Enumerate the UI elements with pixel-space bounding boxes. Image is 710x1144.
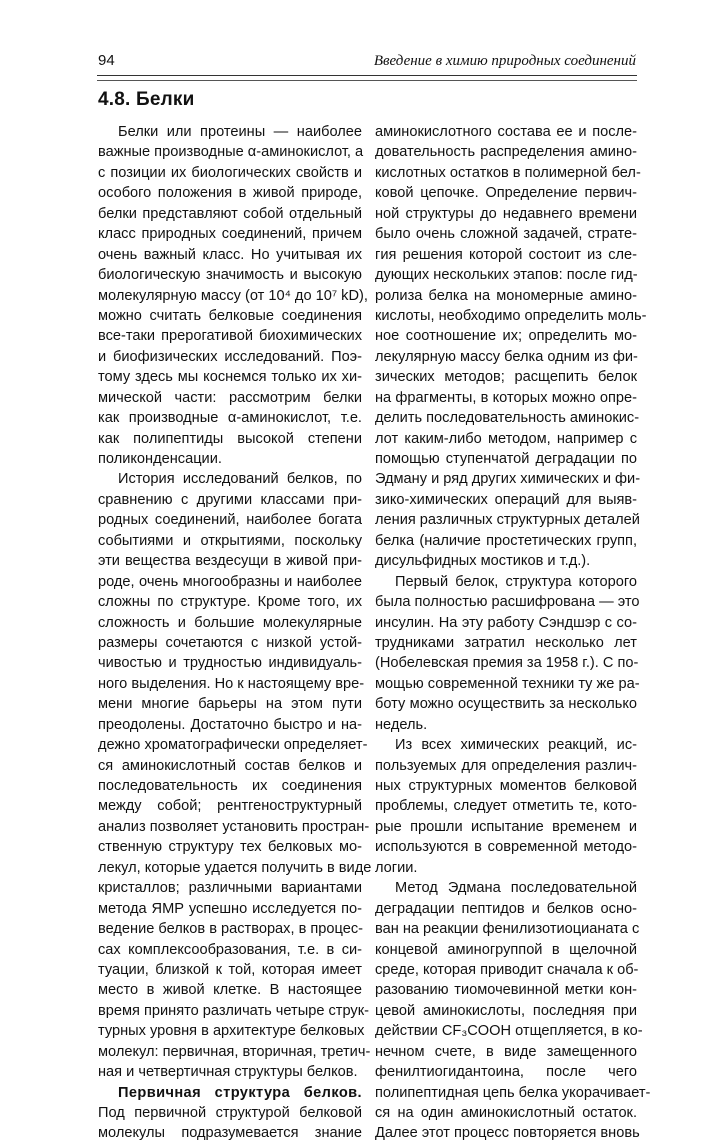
text-line: фенилтиогидантоина, после чего	[375, 1064, 637, 1081]
text-line: История исследований белков, по	[118, 471, 362, 488]
text-column-right	[375, 122, 651, 1144]
text-line: лот каким-либо методом, например с	[375, 430, 637, 447]
text-line: особого положения в живой природе,	[98, 185, 362, 202]
text-line: преодолены. Достаточно быстро и на-	[98, 716, 362, 733]
text-line: гия решения которой состоит из сле-	[375, 246, 637, 263]
text-line: тому здесь мы коснемся только их хи-	[98, 369, 362, 386]
text-line: последовательность их соединения	[98, 778, 362, 794]
text-line: ся на один аминокислотный остаток.	[375, 1105, 637, 1121]
text-line: как полипептиды высокой степени	[98, 430, 362, 447]
text-line: инсулин. На эту работу Сэндшэр с со-	[375, 614, 637, 631]
text-line: помощью ступенчатой деградации по	[375, 451, 637, 467]
text-line: дующих нескольких этапов: после гид-	[375, 267, 638, 284]
text-line: с позиции их биологических свойств и	[98, 164, 362, 181]
text-line: место в живой клетке. В настоящее	[98, 982, 362, 999]
text-line: мени многие барьеры на этом пути	[98, 696, 362, 713]
text-line: сложны по структуре. Кроме того, их	[98, 594, 362, 611]
text-line: деградации пептидов и белков осно-	[375, 900, 637, 917]
text-line: молекул: первичная, вторичная, третич-	[98, 1043, 371, 1060]
header-rule-top	[97, 75, 637, 76]
text-line: зико-химических операций для выяв-	[375, 491, 637, 508]
text-line: ван на реакции фенилизотиоцианата с	[375, 921, 640, 938]
text-line: эти вещества вездесущи в живой при-	[98, 553, 362, 570]
text-line: боту можно осуществить за несколько	[375, 696, 637, 713]
text-column-left	[98, 122, 372, 1144]
text-line: концевой аминогруппой в щелочной	[375, 941, 637, 958]
text-line: было очень сложной задачей, страте-	[375, 226, 637, 243]
text-line: белки представляют собой отдельный	[98, 205, 362, 222]
text-line: нечном счете, в виде замещенного	[375, 1043, 637, 1060]
text-line: довательность распределения амино-	[375, 144, 637, 161]
text-line: класс природных соединений, причем	[98, 226, 362, 243]
text-line: время принято различать четыре струк-	[98, 1002, 369, 1019]
text-line: действии CF₃COOH отщепляется, в ко-	[375, 1023, 643, 1040]
text-line: чивостью и трудностью индивидуаль-	[98, 655, 362, 672]
text-line: недель.	[375, 716, 428, 733]
text-line: ная и четвертичная структуры белков.	[98, 1064, 358, 1081]
text-line: кислотных остатков в полимерной бел-	[375, 164, 641, 181]
text-line: проблемы, следует отметить те, кото-	[375, 798, 637, 815]
text-line: Под первичной структурой белковой	[98, 1105, 362, 1121]
text-line: дежно хроматографически определяет-	[98, 737, 368, 754]
text-line: родных соединений, наиболее богата	[98, 512, 362, 529]
text-line: ного выделения. Но к настоящему вре-	[98, 675, 365, 692]
text-line: пользуемых для определения различ-	[375, 757, 637, 774]
text-line: кристаллов; различными вариантами	[98, 880, 362, 897]
text-line: (Нобелевская премия за 1958 г.). С по-	[375, 655, 639, 672]
text-line: кислоты, необходимо определить моль-	[375, 307, 647, 324]
page-number: 94	[98, 52, 115, 69]
text-line: используются в современной методо-	[375, 839, 637, 856]
text-line: полипептидная цепь белка укорачивает-	[375, 1084, 651, 1101]
text-line: анализ позволяет установить простран-	[98, 818, 370, 835]
text-line: лекулярную массу белка одним из фи-	[375, 348, 638, 365]
header-rule-bottom	[97, 80, 637, 81]
text-line: молекулы подразумевается знание	[98, 1125, 362, 1142]
text-line: метода ЯМР успешно исследуется по-	[98, 900, 362, 917]
text-line: ся аминокислотный состав белков и	[98, 757, 362, 774]
text-line: белка (наличие простетических групп,	[375, 532, 637, 549]
text-line: ное соотношение их; определить мо-	[375, 328, 637, 345]
text-line: ной структуры до недавнего времени	[375, 205, 637, 222]
text-line: можно считать белковые соединения	[98, 307, 362, 324]
text-line: разованию тиомочевинной метки кон-	[375, 982, 637, 999]
text-line: сравнению с другими классами при-	[98, 491, 362, 508]
text-line: цевой аминокислоты, последняя при	[375, 1002, 637, 1019]
text-line: дисульфидных мостиков и т.д.).	[375, 553, 591, 570]
text-line: ственную структуру тех белковых мо-	[98, 839, 362, 856]
text-line: сложность и большие молекулярные	[98, 614, 362, 631]
text-line: ведение белков в растворах, в процес-	[98, 921, 363, 938]
text-line: была полностью расшифрована — это	[375, 594, 640, 611]
text-line: Далее этот процесс повторяется вновь	[375, 1125, 640, 1142]
text-line: мической части: рассмотрим белки	[98, 389, 362, 406]
text-line: среде, которая приводит сначала к об-	[375, 961, 639, 978]
text-line: все-таки прерогативой биохимических	[98, 328, 362, 345]
text-line: ролиза белка на мономерные амино-	[375, 287, 637, 304]
text-line: Белки или протеины — наиболее	[118, 124, 362, 140]
text-line: размеры сочетаются с низкой устой-	[98, 634, 362, 651]
text-line: ных структурных моментов белковой	[375, 778, 637, 794]
text-line: мощью современной техники ту же ра-	[375, 675, 640, 692]
text-line: турных уровня в архитектуре белковых	[98, 1023, 365, 1040]
text-line: ления различных структурных деталей	[375, 512, 640, 529]
text-line: молекулярную массу (от 10⁴ до 10⁷ kD),	[98, 287, 368, 304]
text-line: сах комплексообразования, т.е. в си-	[98, 941, 362, 958]
text-line: лекул, которые удается получить в виде	[98, 859, 372, 876]
text-line: рые прошли испытание временем и	[375, 818, 637, 835]
text-line: биологическую значимость и высокую	[98, 267, 362, 284]
subsection-heading-line: Первичная структура белков.	[118, 1084, 362, 1101]
text-line: Первый белок, структура которого	[395, 573, 637, 590]
text-line: очень важный класс. Но учитывая их	[98, 246, 362, 263]
section-heading: 4.8. Белки	[98, 89, 195, 110]
text-line: трудниками затратил несколько лет	[375, 634, 637, 651]
text-line: Эдману и ряд других химических и фи-	[375, 471, 641, 488]
text-line: на фрагменты, в которых можно опре-	[375, 389, 637, 406]
running-header-title: Введение в химию природных соединений	[373, 53, 636, 69]
text-line: логии.	[375, 859, 418, 876]
text-line: роде, очень многообразны и наиболее	[98, 573, 362, 590]
text-line: ковой цепочке. Определение первич-	[375, 185, 637, 202]
text-line: важные производные α-аминокислот, а	[98, 144, 364, 161]
text-line: Метод Эдмана последовательной	[395, 880, 637, 897]
text-line: аминокислотного состава ее и после-	[375, 124, 637, 140]
text-line: как производные α-аминокислот, т.е.	[98, 410, 362, 427]
text-line: между собой; рентгеноструктурный	[98, 798, 362, 815]
text-line: туации, близкой к той, которая имеет	[98, 961, 362, 978]
text-line: событиями и открытиями, поскольку	[98, 532, 362, 549]
text-line: поликонденсации.	[98, 451, 222, 467]
text-line: зических методов; расщепить белок	[375, 369, 637, 386]
text-line: Из всех химических реакций, ис-	[395, 737, 637, 754]
text-line: делить последовательность аминокис-	[375, 410, 640, 427]
text-line: и биофизических исследований. Поэ-	[98, 348, 362, 365]
